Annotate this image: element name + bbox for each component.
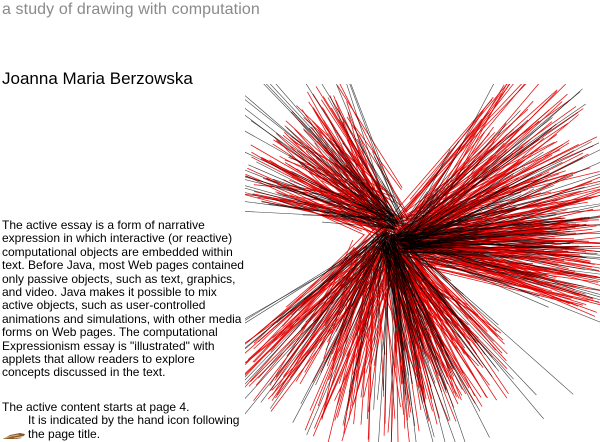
author-name: Joanna Maria Berzowska [2,69,193,88]
essay-intro: The active essay is a form of narrative expression in which interactive (or reactive) computational objects are embedded within text. Before Java, most Web pages contained only passive objects, such as text, graphics, and video. Java makes it possible to mix active objects, such as user-controlled animations and simulations, with other media forms on Web pages. The computational Expressionism essay is "illustrated" with applets that allow readers to explore concepts discussed in the text. [2,218,244,380]
active-content-note [2,401,242,441]
line-drawing-artwork [245,84,600,442]
computational-drawing [245,84,600,442]
page-subtitle: a study of drawing with computation [2,1,260,18]
hand-note-row [2,414,242,441]
note-line: The active content starts at page 4. [2,400,190,414]
hand-icon [2,431,26,441]
hand-note-text: It is indicated by the hand icon following the page title. [28,413,240,441]
